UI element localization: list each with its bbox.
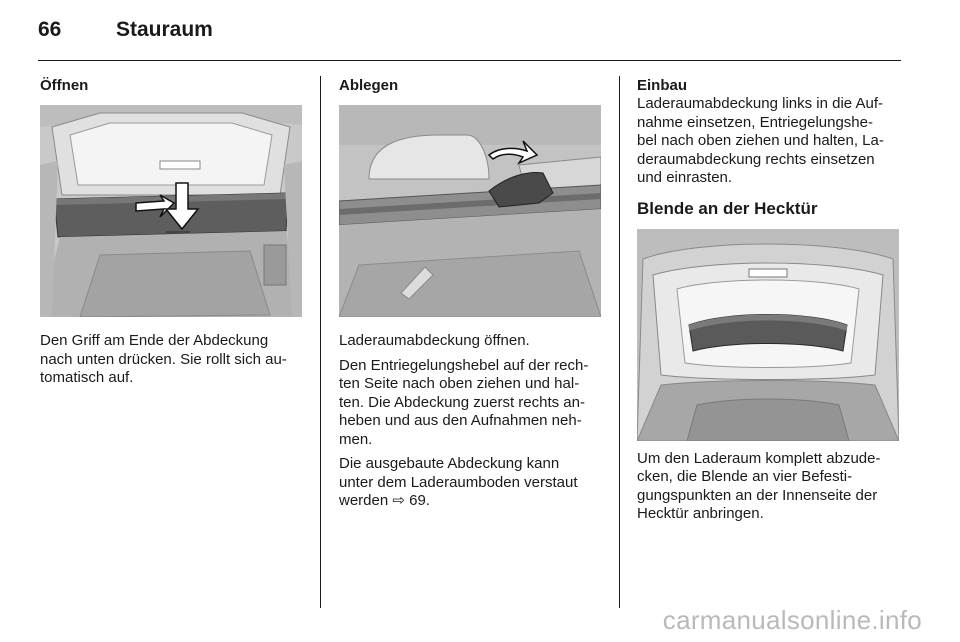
paragraph-install [637, 95, 899, 188]
paragraph-open-cover [339, 332, 601, 351]
text-line: Laderaumabdeckung öffnen. [339, 332, 530, 349]
paragraph-open [40, 332, 302, 388]
text-line-prefix: werden [339, 492, 393, 509]
figure-remove-cover [339, 105, 601, 317]
text-line: Den Entriegelungshebel auf der rech- [339, 356, 589, 374]
section-heading-remove: Ablegen [339, 77, 399, 94]
text-line: gungspunkten an der Innenseite der [637, 486, 878, 504]
text-line: Laderaumabdeckung links in die Auf- [637, 95, 883, 112]
arrow-reference-icon[interactable]: ⇨ [392, 492, 405, 509]
page-title: Stauraum [116, 18, 213, 41]
text-line: unter dem Laderaumboden verstaut [339, 473, 578, 491]
text-line: tomatisch auf. [40, 369, 134, 386]
column-divider-2 [619, 76, 620, 608]
text-line: bel nach oben ziehen und halten, La- [637, 132, 884, 149]
watermark: carmanualsonline.info [662, 605, 922, 635]
header-divider [38, 60, 901, 61]
paragraph-tailgate-panel [637, 450, 899, 524]
column-install [637, 76, 899, 524]
text-line: nach unten drücken. Sie rollt sich au- [40, 350, 287, 368]
page-number: 66 [38, 18, 62, 41]
text-line: ten Seite nach oben ziehen und hal- [339, 375, 580, 392]
section-heading-tailgate-panel: Blende an der Hecktür [637, 198, 818, 218]
column-open [40, 76, 302, 388]
column-remove [339, 76, 601, 511]
section-heading-install: Einbau [637, 77, 688, 94]
text-line: men. [339, 430, 373, 448]
text-line: Um den Laderaum komplett abzude- [637, 449, 881, 467]
text-line: und einrasten. [637, 169, 733, 186]
text-line: nahme einsetzen, Entriegelungshe- [637, 113, 873, 131]
page-reference[interactable]: 69. [404, 492, 430, 509]
section-heading-open: Öffnen [40, 77, 89, 94]
paragraph-storage [339, 455, 601, 511]
column-divider-1 [320, 76, 321, 608]
figure-tailgate-panel [637, 229, 899, 441]
text-line: deraumabdeckung rechts einsetzen [637, 150, 875, 168]
text-line: ten. Die Abdeckung zuerst rechts an- [339, 393, 585, 411]
text-line: heben und aus den Aufnahmen neh- [339, 412, 582, 429]
figure-open-cover [40, 105, 302, 317]
text-line: cken, die Blende an vier Befesti- [637, 468, 853, 485]
paragraph-release-lever [339, 357, 601, 450]
text-line: Die ausgebaute Abdeckung kann [339, 455, 560, 472]
text-line: Den Griff am Ende der Abdeckung [40, 332, 269, 349]
text-line: Hecktür anbringen. [637, 505, 764, 522]
